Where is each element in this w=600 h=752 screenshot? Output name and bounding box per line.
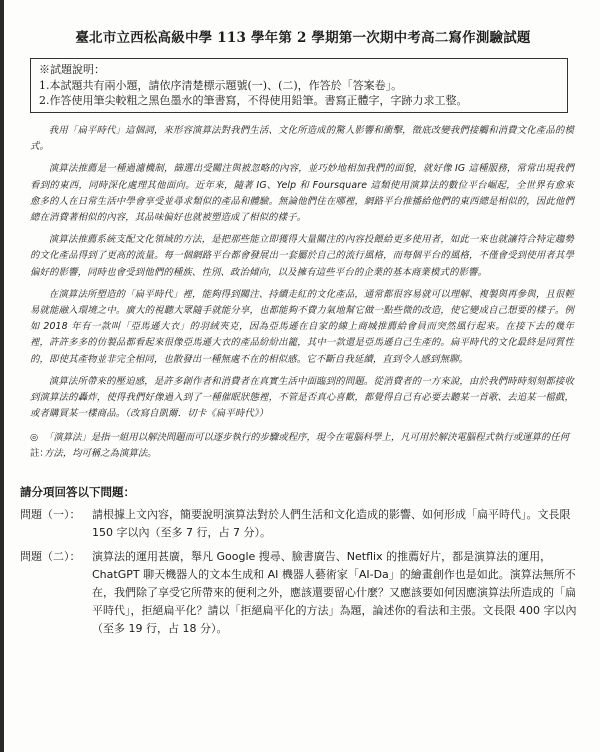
footnote <box>30 430 574 462</box>
instructions-box <box>30 58 568 113</box>
footnote-mark: ◎註： <box>30 432 49 460</box>
instructions-heading: ※試題說明： <box>39 63 105 76</box>
exam-title: 臺北市立西松高級中學 113 學年第 2 學期第一次期中考高二寫作測驗試題 <box>75 30 531 46</box>
passage-paragraph: 演算法推薦是一種過濾機制，篩選出受關注與被忽略的內容，並巧妙地相加我們的面貌，就好像 IG 這種服務，常常出現我們看到的東西，同時深化處理其他面向。近年來，隨著 IG、Yelp 和 Foursquare 這類使用演算法的數位平台崛起，全世界有愈來愈多的人在日常生活中學會享受並尋求類似的產品和體驗。無論他們住在哪裡，網路平台推播給他們的東西總是相似的，因此他們總在消費著相似的內容，其品味偏好也就被塑造成了相似的樣子。 <box>30 163 574 224</box>
questions-heading: 請分項回答以下問題： <box>20 485 135 500</box>
question-label: 問題（二）： <box>20 550 81 564</box>
reading-passage <box>30 123 574 422</box>
exam-page <box>20 14 586 644</box>
question-text: 演算法的運用甚廣，舉凡 Google 搜尋、臉書廣告、Netflix 的推薦好片，都是演算法的運用，ChatGPT 聊天機器人的文本生成和 AI 機器人藝術家「AI-Da」的繪畫創作也是如此。演算法無所不在，我們除了享受它所帶來的便利之外，應該還要留心什麼？又應該要如何因應演算法所造成的「扁平時代」，拒絕扁平化？請以「拒絕扁平化的方法」為題，論述你的看法和主張。文長限 400 字以內（至多 19 行，占 18 分）。 <box>92 550 577 636</box>
instruction-item: 2.作答使用筆尖較粗之黑色墨水的筆書寫，不得使用鉛筆。書寫正體字，字跡力求工整。 <box>39 94 468 107</box>
question-text: 請根據上文內容，簡要說明演算法對於人們生活和文化造成的影響、如何形成「扁平時代」。文長限 150 字以內（至多 7 行，占 7 分）。 <box>92 508 571 540</box>
question-item <box>20 548 586 638</box>
passage-paragraph: 我用「扁平時代」這個詞，來形容演算法對我們生活、文化所造成的驚人影響和衝擊，徵底改變我們接觸和消費文化產品的模式。 <box>30 125 574 153</box>
question-label: 問題（一）： <box>20 508 81 522</box>
instruction-item: 1.本試題共有兩小題，請依序清楚標示題號(一)、(二)，作答於「答案卷」。 <box>39 79 403 92</box>
question-item <box>20 506 586 542</box>
scan-edge <box>0 0 4 752</box>
passage-paragraph: 在演算法所塑造的「扁平時代」裡，能夠得到關注、持續走紅的文化產品，通常都很容易就可以理解、複製與再參與，且很輕易就能融入環境之中。廣大的視聽大眾隨手就能分享，也都能夠不費力氣地幫它做一點些微的改造，使它變成自己想要的樣子。例如 2018 年有一款叫「亞馬遜大衣」的羽絨夾克，因為亞馬遜在自家的線上商城推薦給會員而突然風行起來。在接下去的幾年裡，許許多多的仿製品都看起來很像亞馬遜大衣的產品紛紛出籠，其中一款還是亞馬遜自己生產的。扁平時代的文化最終是同質性的，即使其產物並非完全相同，也散發出一種無處不在的相似感。它不斷自我延續，直到令人感到無聊。 <box>30 288 574 365</box>
passage-paragraph: 演算法所帶來的壓迫感，是許多創作者和消費者在真實生活中面臨到的問題。從消費者的一方來說，由於我們時時刻刻都接收到演算法的轟炸，使得我們好像過入到了一種催眠狀態裡，不管是否真心喜歡，都覺得自己有必要去聽某一首歌、去追某一檔戲，或者購買某一樣商品。（改寫自凱爾．切卡《扁平時代》） <box>30 375 574 420</box>
passage-paragraph: 演算法推薦系統支配文化領域的方法，是把那些能立即獲得大量關注的內容投餵給更多使用者，如此一來也就讓符合特定趨勢的文化產品得到了更高的流量。每一個網路平台都會發展出一套屬於自己的流行風格，而每個平台的風格，不僅會受到使用者其學偏好的影響，同時也會受到他們的種族、性別、政治傾向，以及擁有這些平台的企業的基本商業模式的影響。 <box>30 234 574 278</box>
footnote-text: 「演算法」是指一組用以解決問題而可以逐步執行的步驟或程序，現今在電腦科學上，凡可用於解決電腦程式執行或運算的任何方法，均可稱之為演算法。 <box>44 432 570 460</box>
